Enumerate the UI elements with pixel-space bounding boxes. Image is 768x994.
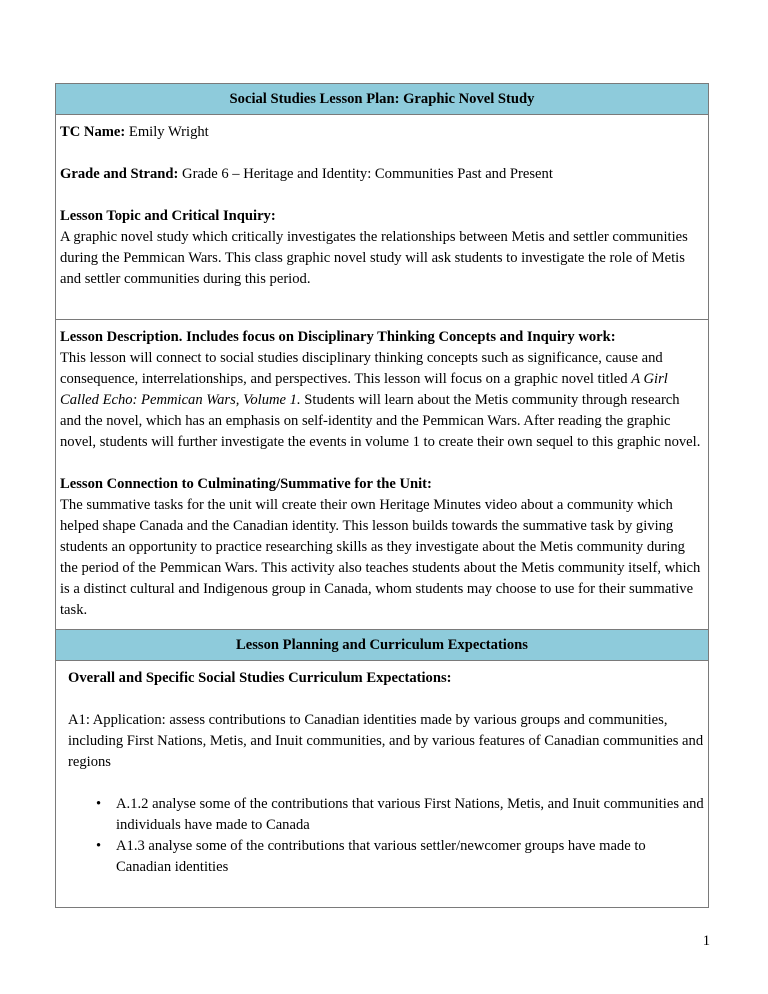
tc-name-label: TC Name: bbox=[60, 124, 126, 140]
description-text: This lesson will connect to social studies disciplinary thinking concepts such as significance, cause and consequence, interrelationships, and perspectives. This lesson will focus on a graphic novel titled A Girl Called Echo: Pemmican Wars, Volume 1. Students will learn about the Metis community through research and the novel, which has an emphasis on self-identity and the Pemmican Wars. After reading the graphic novel, students will further investigate the events in volume 1 to create their own sequel to this graphic novel. bbox=[60, 350, 701, 450]
lesson-plan-table bbox=[55, 83, 709, 908]
lesson-info-cell bbox=[56, 115, 708, 320]
lesson-plan-header: Social Studies Lesson Plan: Graphic Novel Study bbox=[56, 84, 708, 115]
grade-strand-value: Grade 6 – Heritage and Identity: Communities Past and Present bbox=[178, 166, 553, 182]
expectation-a1: A1: Application: assess contributions to Canadian identities made by various groups and communities, including First Nations, Metis, and Inuit communities, and by various features of Canadian communities and regions bbox=[68, 712, 704, 770]
grade-strand-line bbox=[60, 164, 704, 185]
expectation-bullet: • A.1.2 analyse some of the contributions that various First Nations, Metis, and Inuit communities and individuals have made to Canada bbox=[116, 794, 704, 836]
expectation-bullet: • A1.3 analyse some of the contributions that various settler/newcomer groups have made to Canadian identities bbox=[116, 836, 704, 878]
curriculum-cell bbox=[56, 661, 708, 907]
expectation-list bbox=[68, 794, 704, 878]
connection-label: Lesson Connection to Culminating/Summative for the Unit: bbox=[60, 476, 432, 492]
page-number: 1 bbox=[702, 933, 710, 949]
topic-label: Lesson Topic and Critical Inquiry: bbox=[60, 208, 276, 224]
connection-text: The summative tasks for the unit will create their own Heritage Minutes video about a community which helped shape Canada and the Canadian identity. This lesson builds towards the summative task by giving students an opportunity to practice researching skills as they investigate about the Metis community during the period of the Pemmican Wars. This activity also teaches students about the Metis community itself, which is a distinct cultural and Indigenous group in Canada, whom students may choose to use for their summative task. bbox=[60, 497, 701, 618]
description-label: Lesson Description. Includes focus on Disciplinary Thinking Concepts and Inquiry work: bbox=[60, 329, 616, 345]
novel-title: A Girl Called Echo: Pemmican Wars, Volume 1. bbox=[60, 371, 668, 408]
topic-text: A graphic novel study which critically investigates the relationships between Metis and settler communities during the Pemmican Wars. This class graphic novel study will ask students to investigate the role of Metis and settler communities during this period. bbox=[60, 229, 688, 287]
tc-name-value: Emily Wright bbox=[125, 124, 209, 140]
tc-name-line bbox=[60, 122, 704, 143]
expectations-label: Overall and Specific Social Studies Curriculum Expectations: bbox=[68, 670, 452, 686]
lesson-description-cell bbox=[56, 320, 708, 630]
curriculum-header: Lesson Planning and Curriculum Expectations bbox=[56, 630, 708, 661]
grade-strand-label: Grade and Strand: bbox=[60, 166, 179, 182]
